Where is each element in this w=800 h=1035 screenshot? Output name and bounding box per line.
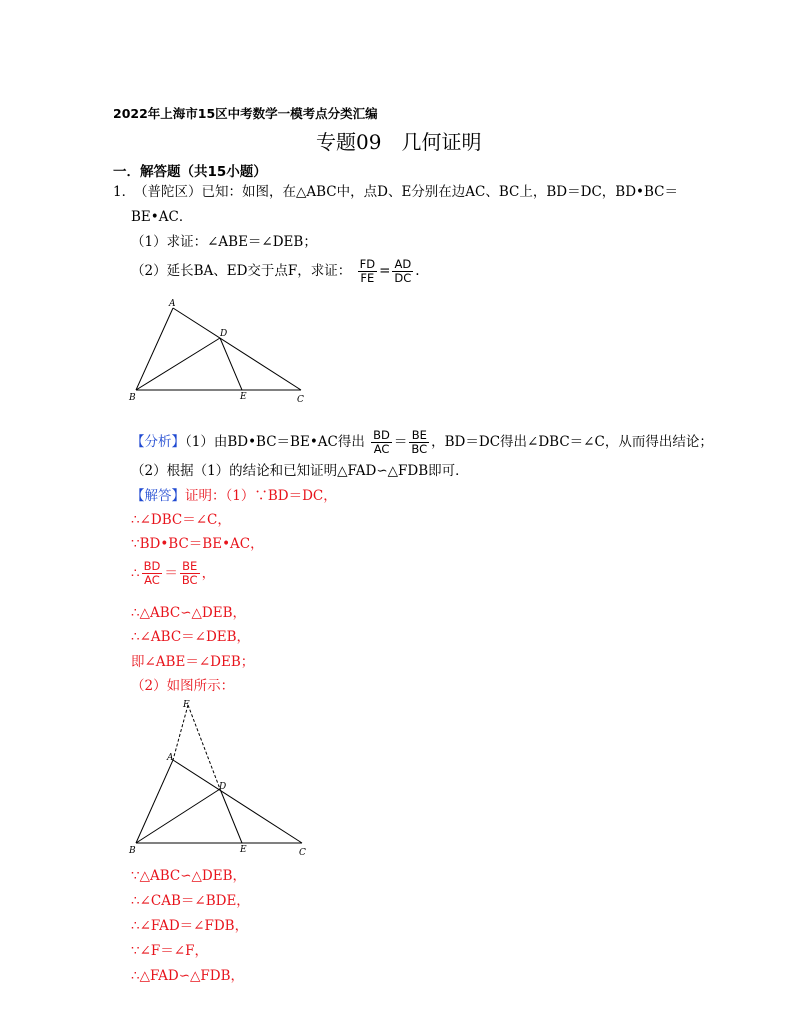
solution-line-10: ∴∠FAD＝∠FDB， (131, 918, 249, 934)
label-e: E (240, 392, 247, 402)
label-d: D (220, 329, 228, 339)
equals-sign: = (379, 263, 391, 279)
label-b: B (129, 393, 136, 403)
fraction-numerator: BE (180, 560, 200, 574)
segment-fd-dashed (188, 705, 220, 789)
fraction-numerator: BE (409, 429, 429, 443)
fraction-denominator: FE (360, 271, 375, 285)
equals-sign: ＝ (164, 565, 178, 582)
fraction-denominator: AC (144, 573, 160, 587)
doc-header: 2022年上海市15区中考数学一模考点分类汇编 (113, 106, 378, 121)
segment-bd (136, 338, 220, 390)
solution-line-7: （2）如图所示： (131, 678, 235, 694)
label-f: F (183, 700, 190, 710)
segment-ac (173, 760, 302, 843)
solution-tag: 【解答】 (131, 488, 185, 504)
solution-line-4: ∴△ABC∽△DEB， (131, 605, 247, 621)
problem-statement-line2: BE•AC． (131, 209, 193, 225)
label-a: A (167, 753, 174, 763)
triangle-figure-2 (125, 697, 315, 859)
analysis-line1 (131, 429, 713, 456)
segment-bd (136, 789, 220, 843)
triangle-figure-1 (125, 298, 315, 406)
solution-line-3: ∵BD•BC＝BE•AC， (131, 536, 264, 552)
fraction-numerator: BD (373, 428, 390, 442)
solution-text: 证明：（1）∵BD＝DC， (185, 488, 337, 504)
segment-de (220, 338, 242, 390)
problem-part2-text: （2）延长BA、ED交于点F，求证： (131, 263, 352, 279)
analysis-tag: 【分析】 (131, 434, 185, 450)
solution-line-11: ∵∠F＝∠F， (131, 943, 208, 959)
analysis-text: （1）由BD•BC＝BE•AC得出 (185, 434, 365, 450)
problem-part2 (131, 258, 420, 285)
problem-part1: （1）求证：∠ABE＝∠DEB； (131, 234, 317, 250)
equals-sign: ＝ (393, 434, 408, 450)
solution-line-8: ∵△ABC∽△DEB， (131, 868, 247, 884)
problem-statement-line1: （普陀区）已知：如图，在△ABC中，点D、E分别在边AC、BC上，BD＝DC，BD•BC＝ (134, 184, 678, 200)
fraction-be-bc (180, 560, 200, 587)
fraction-denominator: BC (411, 442, 428, 456)
fraction-numerator: FD (359, 257, 376, 271)
analysis-line2: （2）根据（1）的结论和已知证明△FAD∽△FDB即可． (131, 463, 469, 479)
period: . (415, 263, 420, 279)
solution-fraction-line (131, 560, 215, 587)
label-b: B (129, 846, 136, 856)
solution-line-9: ∴∠CAB＝∠BDE， (131, 893, 250, 909)
fraction-bd-ac (371, 429, 392, 456)
therefore-sign: ∴ (131, 565, 140, 582)
fraction-numerator: BD (143, 559, 161, 573)
fraction-fd-fe (358, 258, 377, 285)
solution-line-6: 即∠ABE＝∠DEB； (131, 654, 255, 670)
solution-line-2: ∴∠DBC＝∠C， (131, 512, 231, 528)
label-c: C (299, 848, 306, 858)
solution-line-5: ∴∠ABC＝∠DEB， (131, 629, 251, 645)
comma: ， (201, 565, 216, 582)
label-a: A (169, 299, 176, 309)
segment-fa-dashed (173, 705, 188, 760)
section-heading: 一．解答题（共15小题） (113, 164, 267, 180)
segment-ab (136, 308, 173, 390)
label-e: E (240, 845, 247, 855)
fraction-ad-dc (392, 258, 413, 285)
label-d: D (219, 782, 227, 792)
fraction-denominator: BC (181, 573, 198, 587)
analysis-text-end: ，BD＝DC得出∠DBC＝∠C，从而得出结论； (431, 434, 713, 450)
fraction-be-bc (409, 429, 429, 456)
fraction-bd-ac (142, 560, 163, 587)
label-c: C (297, 395, 304, 405)
page-title: 专题09 几何证明 (316, 130, 482, 154)
fraction-numerator: AD (392, 258, 413, 272)
solution-line-12: ∴△FAD∽△FDB， (131, 968, 245, 984)
fraction-denominator: AC (373, 442, 390, 456)
fraction-denominator: DC (394, 271, 412, 285)
solution-line-1 (131, 487, 337, 505)
problem-number: 1． (113, 184, 136, 200)
